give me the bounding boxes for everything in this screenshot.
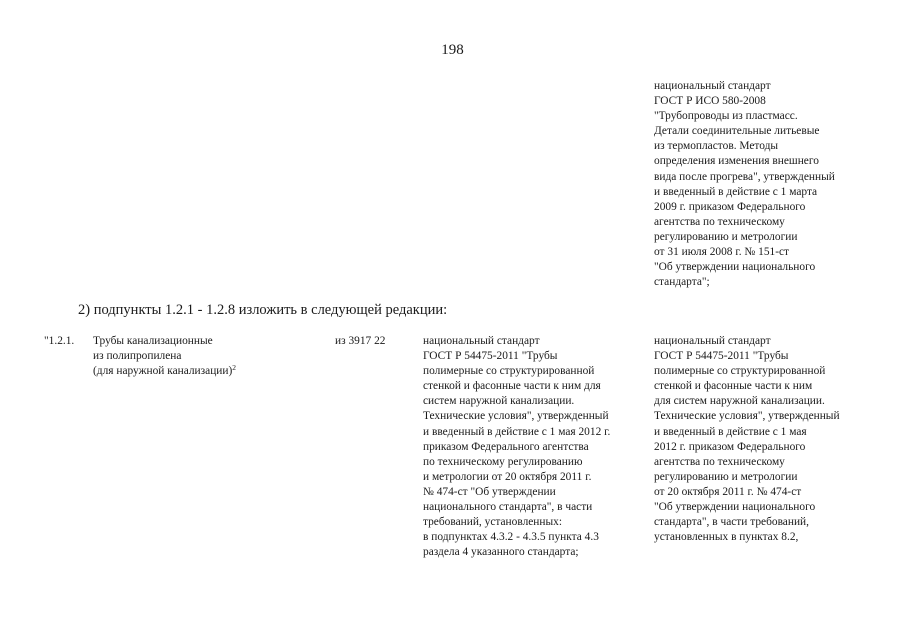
continuation-line: стандарта";	[654, 276, 710, 289]
continuation-block	[654, 79, 835, 290]
old-standard-line: стенкой и фасонные части к ним для	[423, 380, 601, 393]
new-standard-line: от 20 октября 2011 г. № 474-ст	[654, 485, 802, 498]
old-standard-line: ГОСТ Р 54475-2011 "Трубы	[423, 350, 558, 363]
product-name-line: из полипропилена	[93, 350, 182, 363]
continuation-line: "Об утверждении национального	[654, 261, 816, 274]
old-standard-line: национальный стандарт	[423, 335, 540, 347]
product-name-line: Трубы канализационные	[93, 335, 213, 347]
new-standard-line: и введенный в действие с 1 мая	[654, 425, 807, 438]
old-standard-line: по техническому регулированию	[423, 455, 583, 468]
new-standard-line: регулированию и метрологии	[654, 470, 798, 483]
new-standard-line: полимерные со структурированной	[654, 365, 826, 378]
continuation-line: и введенный в действие с 1 марта	[654, 185, 818, 198]
new-standard-text	[654, 334, 840, 545]
old-standard-line: приказом Федерального агентства	[423, 440, 589, 453]
old-standard-line: в подпунктах 4.3.2 - 4.3.5 пункта 4.3	[423, 531, 599, 544]
continuation-line: "Трубопроводы из пластмасс.	[654, 110, 798, 123]
continuation-line: от 31 июля 2008 г. № 151-ст	[654, 246, 790, 259]
old-standard-text	[423, 334, 610, 560]
old-standard-line: полимерные со структурированной	[423, 365, 595, 378]
continuation-line: агентства по техническому	[654, 215, 785, 228]
old-standard-line: и введенный в действие с 1 мая 2012 г.	[423, 425, 611, 438]
new-standard-line: "Об утверждении национального	[654, 501, 816, 514]
instruction-text: 2) подпункты 1.2.1 - 1.2.8 изложить в следующей редакции:	[78, 302, 448, 318]
continuation-line: 2009 г. приказом Федерального	[654, 200, 806, 213]
old-standard-line: Технические условия", утвержденный	[423, 410, 609, 423]
new-standard-line: Технические условия", утвержденный	[654, 410, 840, 423]
product-name	[93, 334, 236, 379]
new-standard-line: установленных в пунктах 8.2,	[654, 531, 799, 544]
page-number: 198	[441, 42, 464, 58]
old-standard-line: № 474-ст "Об утверждении	[423, 485, 556, 498]
old-standard-line: национального стандарта", в части	[423, 501, 593, 514]
new-standard-line: ГОСТ Р 54475-2011 "Трубы	[654, 350, 789, 363]
old-standard-line: раздела 4 указанного стандарта;	[423, 546, 579, 559]
continuation-line: национальный стандарт	[654, 80, 771, 92]
product-name-line: (для наружной канализации)$^2$	[93, 363, 237, 378]
row-code: "1.2.1.	[44, 335, 75, 347]
new-standard-line: для систем наружной канализации.	[654, 395, 825, 408]
continuation-line: из термопластов. Методы	[654, 140, 779, 153]
continuation-line: вида после прогрева", утвержденный	[654, 170, 835, 183]
continuation-line: определения изменения внешнего	[654, 155, 819, 168]
old-standard-line: систем наружной канализации.	[423, 395, 575, 408]
continuation-line: ГОСТ Р ИСО 580-2008	[654, 95, 766, 108]
tn-ved-code: из 3917 22	[335, 335, 386, 347]
old-standard-line: требований, установленных:	[423, 516, 563, 529]
new-standard-line: стандарта", в части требований,	[654, 516, 810, 529]
new-standard-line: стенкой и фасонные части к ним	[654, 380, 813, 393]
new-standard-line: национальный стандарт	[654, 335, 771, 347]
continuation-line: регулированию и метрологии	[654, 230, 798, 243]
footnote-mark: 2	[232, 363, 237, 373]
old-standard-line: и метрологии от 20 октября 2011 г.	[423, 470, 592, 483]
new-standard-line: агентства по техническому	[654, 455, 785, 468]
continuation-line: Детали соединительные литьевые	[654, 125, 820, 138]
new-standard-line: 2012 г. приказом Федерального	[654, 440, 806, 453]
